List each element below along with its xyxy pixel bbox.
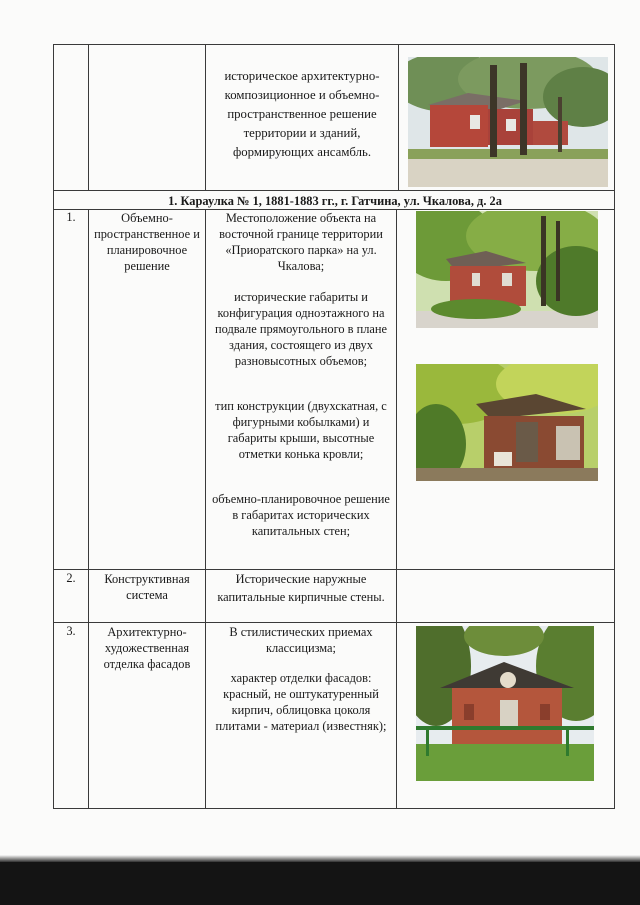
row-paragraph: Исторические наружные капитальные кирпичные стены. <box>217 572 385 604</box>
row-paragraph: Местоположение объекта на восточной границе территории «Приоратского парка» на ул. Чкалова; <box>219 211 383 273</box>
row-number: 1. <box>66 210 76 224</box>
row-paragraph: исторические габариты и конфигурация одноэтажного на подвале прямоугольного в плане здания, состоящего из двух разновысотных объемов; <box>214 290 388 368</box>
row-name: Объемно-пространственное и планировочное решение <box>94 211 200 273</box>
photo-guardhouse-renovation <box>416 364 598 481</box>
photo-house-under-trees <box>408 57 608 187</box>
row-paragraph: характер отделки фасадов: красный, не оштукатуренный кирпич, облицовка цоколя плитами - материал (известняк); <box>215 671 387 733</box>
row-name: Архитектурно-художественная отделка фасадов <box>103 625 191 671</box>
section-heading: 1. Караулка № 1, 1881-1883 гг., г. Гатчина, ул. Чкалова, д. 2а <box>168 194 502 208</box>
scan-edge-dark-band <box>0 862 640 905</box>
row-number: 2. <box>66 571 76 585</box>
row-paragraph: В стилистических приемах классицизма; <box>229 625 373 655</box>
intro-row-text: историческое архитектурно-композиционное и объемно-пространственное решение территории и зданий, формирующих ансамбль. <box>224 69 380 159</box>
photo-guardhouse-facade <box>416 626 594 781</box>
row-paragraph: тип конструкции (двухскатная, с фигурными кобылками) и габариты крыши, высотные отметки конька кровли; <box>215 399 387 461</box>
photo-guardhouse-in-park <box>416 211 598 328</box>
row-paragraph: объемно-планировочное решение в габаритах исторических капитальных стен; <box>212 492 390 538</box>
row-name: Конструктивная система <box>104 572 190 602</box>
row-number: 3. <box>66 624 76 638</box>
